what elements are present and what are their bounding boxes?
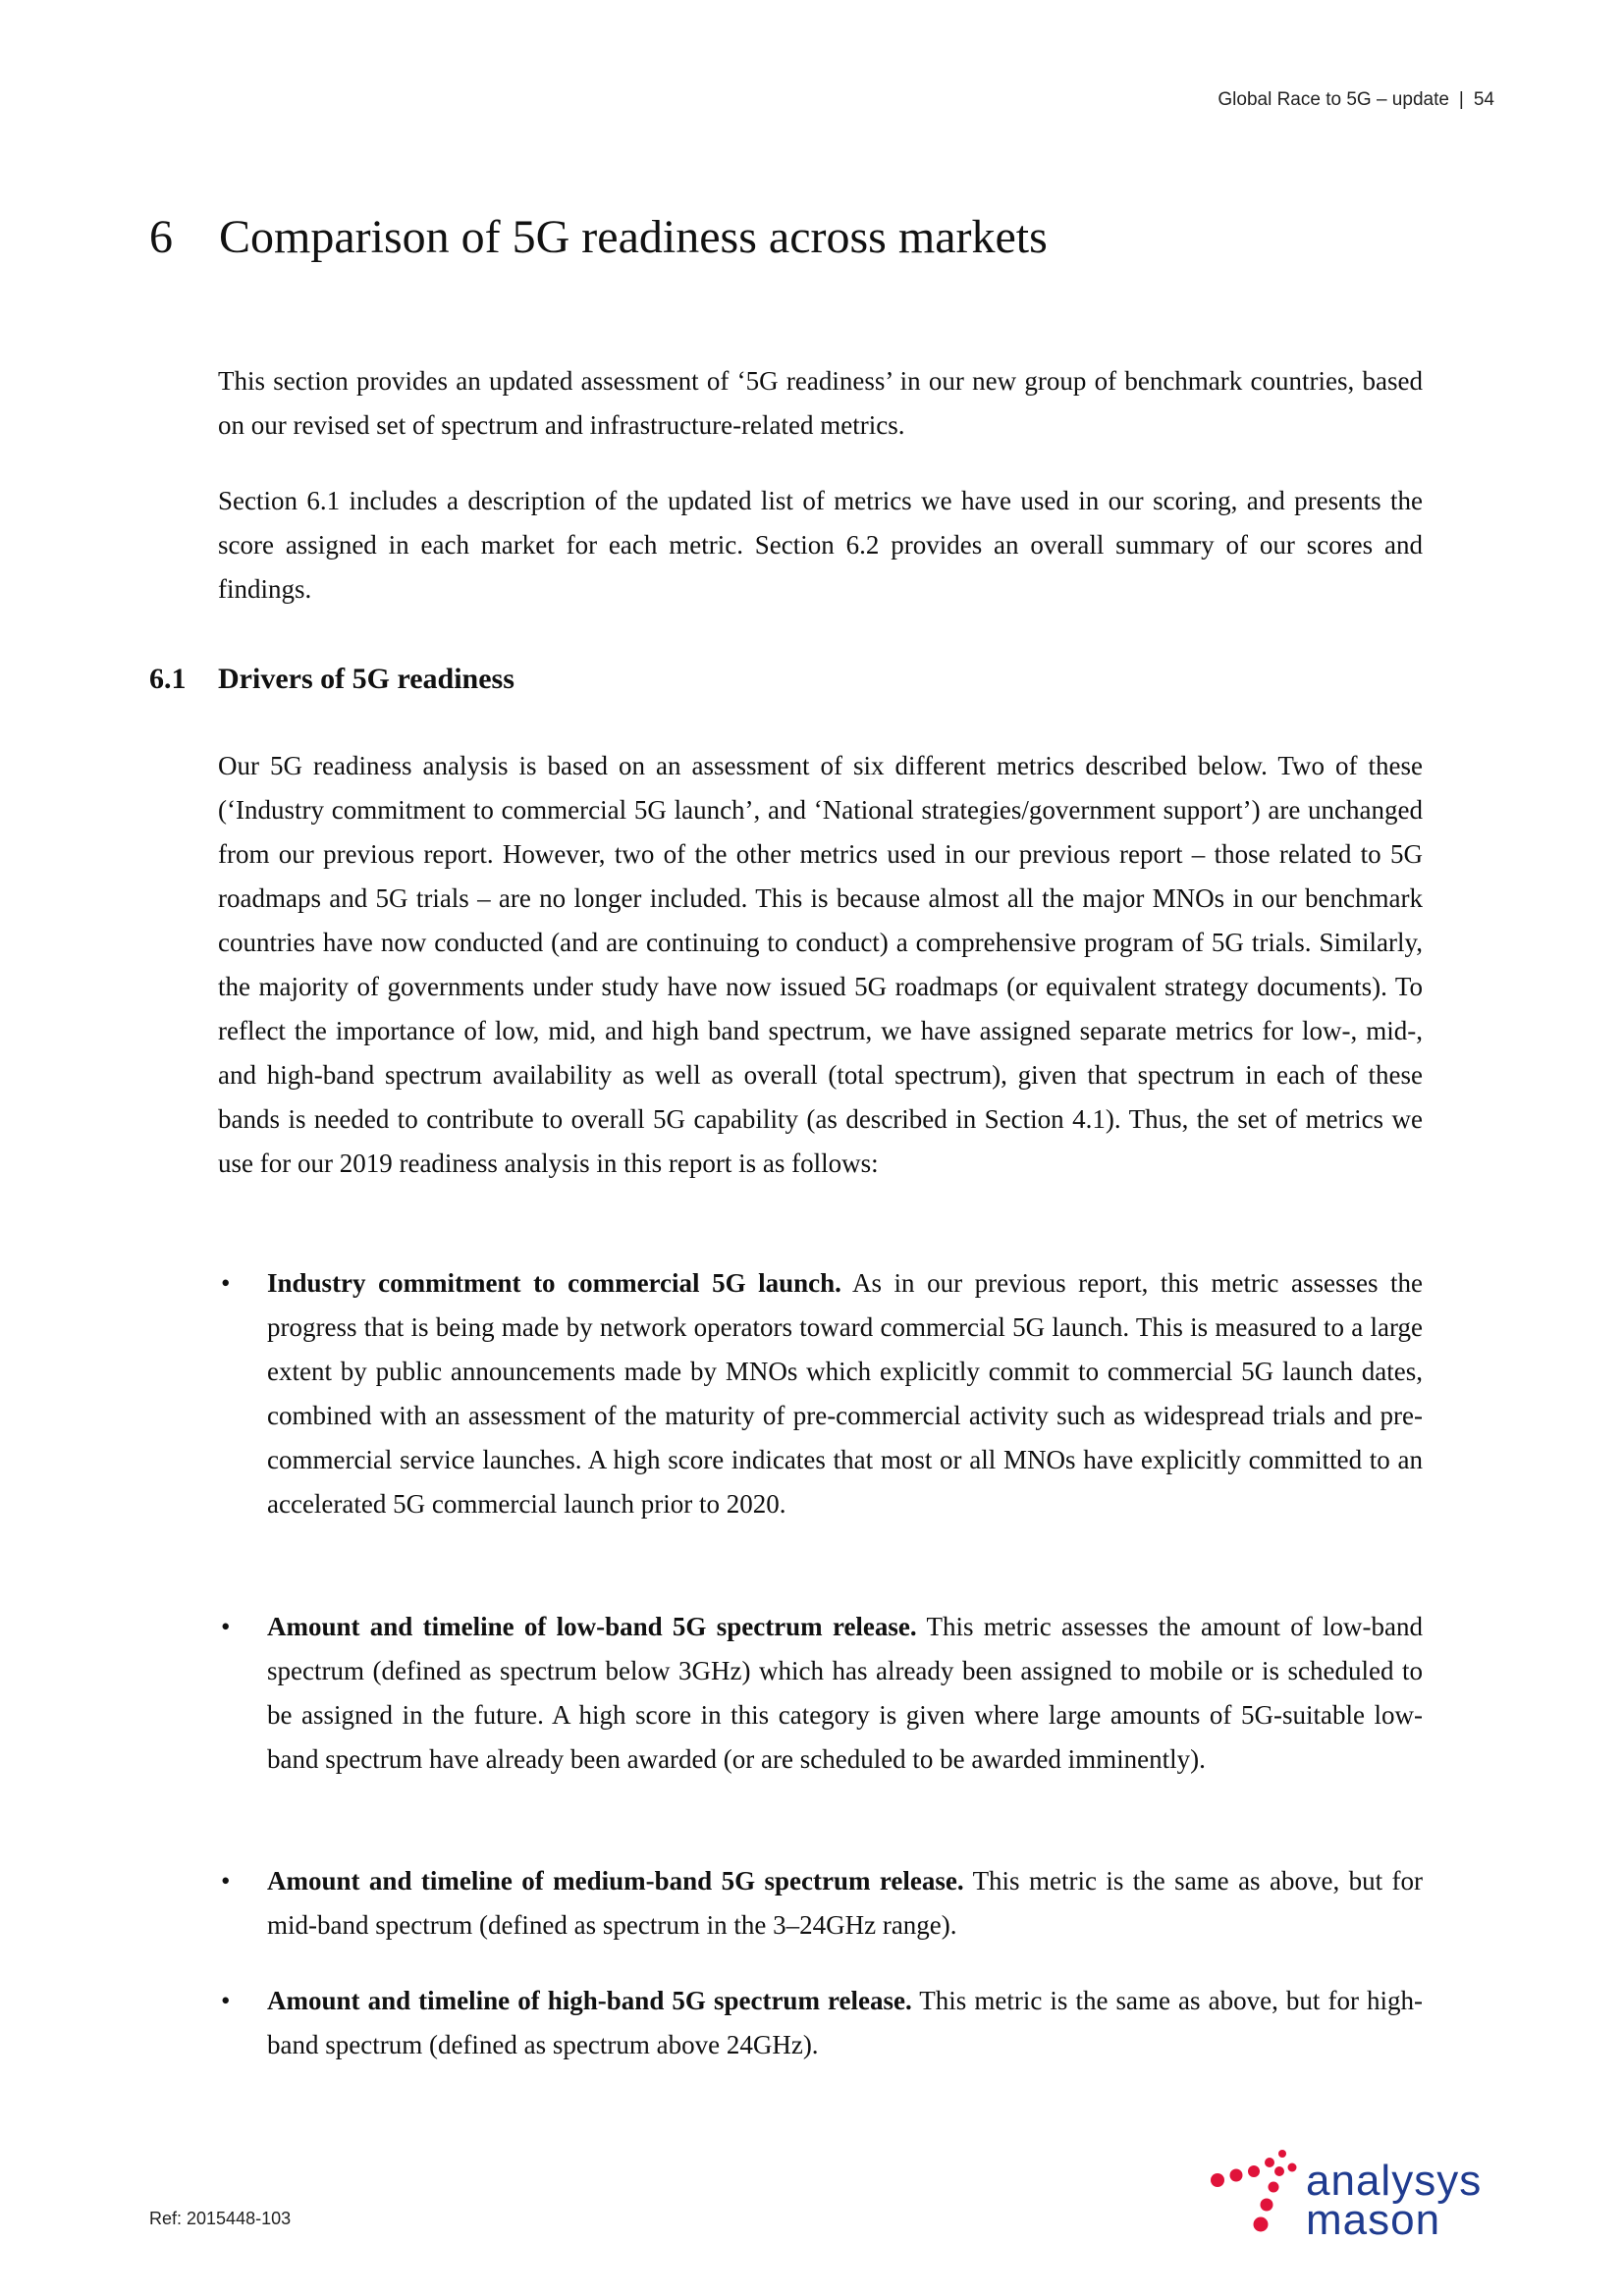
intro-paragraph-1: This section provides an updated assessment of ‘5G readiness’ in our new group of benchmark countries, based on our revised set of spectrum and infrastructure-related metrics. bbox=[218, 366, 1423, 440]
bullet-text: This metric is the same as above, but for mid-band spectrum (defined as spectrum in the 3–24GHz range). bbox=[267, 1866, 1424, 1940]
chapter-number: 6 bbox=[149, 211, 173, 263]
footer-reference: Ref: 2015448-103 bbox=[149, 2209, 292, 2228]
section-heading bbox=[149, 663, 514, 696]
bullet-lead: Amount and timeline of high-band 5G spectrum release. bbox=[267, 1986, 912, 2015]
page-number: 54 bbox=[1473, 89, 1494, 110]
running-header bbox=[1218, 89, 1494, 111]
section-title: Drivers of 5G readiness bbox=[218, 663, 514, 695]
logo-dots-icon bbox=[1210, 2140, 1318, 2248]
bullet-icon: • bbox=[221, 1612, 231, 1641]
metrics-list bbox=[218, 1261, 1423, 1526]
section-paragraph: Our 5G readiness analysis is based on an assessment of six different metrics described below. Two of these (‘Industry commitment to commercial 5G launch’, and ‘National strategies/government support’) are unchanged from our previous report. However, two of the other metrics used in our previous report – those related to 5G roadmaps and 5G trials – are no longer included. This is because almost all the major MNOs in our benchmark countries have now conducted (and are continuing to conduct) a comprehensive program of 5G trials. Similarly, the majority of governments under study have now issued 5G roadmaps (or equivalent strategy documents). To reflect the importance of low, mid, and high band spectrum, we have assigned separate metrics for low-, mid-, and high-band spectrum availability as well as overall (total spectrum), given that spectrum in each of these bands is needed to contribute to overall 5G capability (as described in Section 4.1). Thus, the set of metrics we use for our 2019 readiness analysis in this report is as follows: bbox=[218, 751, 1423, 1178]
chapter-title: Comparison of 5G readiness across markets bbox=[219, 211, 1048, 263]
bullet-lead: Amount and timeline of medium-band 5G spectrum release. bbox=[267, 1866, 964, 1896]
logo-word-mason: mason bbox=[1306, 2196, 1441, 2244]
list-item bbox=[218, 1605, 1423, 1782]
metrics-list bbox=[218, 1859, 1423, 1948]
bullet-icon: • bbox=[221, 1986, 231, 2015]
list-item bbox=[218, 1859, 1423, 1948]
bullet-text: This metric assesses the amount of low-band spectrum (defined as spectrum below 3GHz) which has already been assigned to mobile or is scheduled to be assigned in the future. A high score in this category is given where large amounts of 5G-suitable low-band spectrum have already been awarded (or are scheduled to be awarded imminently). bbox=[267, 1612, 1424, 1774]
metrics-list bbox=[218, 1605, 1423, 1782]
intro-paragraph-2: Section 6.1 includes a description of the updated list of metrics we have used in our scoring, and presents the score assigned in each market for each metric. Section 6.2 provides an overall summary of our scores and findings. bbox=[218, 486, 1423, 604]
header-separator: | bbox=[1458, 89, 1464, 110]
bullet-icon: • bbox=[221, 1268, 231, 1298]
section-number: 6.1 bbox=[149, 663, 187, 695]
bullet-lead: Industry commitment to commercial 5G launch. bbox=[267, 1268, 841, 1298]
list-item bbox=[218, 1979, 1423, 2067]
logo-word-analysys: analysys bbox=[1306, 2157, 1483, 2205]
header-title: Global Race to 5G – update bbox=[1218, 89, 1449, 110]
bullet-icon: • bbox=[221, 1866, 231, 1896]
bullet-text: This metric is the same as above, but for high-band spectrum (defined as spectrum above 24GHz). bbox=[267, 1986, 1423, 2059]
chapter-heading bbox=[149, 210, 1048, 264]
bullet-lead: Amount and timeline of low-band 5G spectrum release. bbox=[267, 1612, 917, 1641]
analysys-mason-logo bbox=[1210, 2140, 1524, 2248]
list-item bbox=[218, 1261, 1423, 1526]
metrics-list bbox=[218, 1979, 1423, 2067]
bullet-text: As in our previous report, this metric assesses the progress that is being made by network operators toward commercial 5G launch. This is measured to a large extent by public announcements made by MNOs which explicitly commit to commercial 5G launch dates, combined with an assessment of the maturity of pre-commercial activity such as widespread trials and pre-commercial service launches. A high score indicates that most or all MNOs have explicitly committed to an accelerated 5G commercial launch prior to 2020. bbox=[267, 1268, 1423, 1519]
